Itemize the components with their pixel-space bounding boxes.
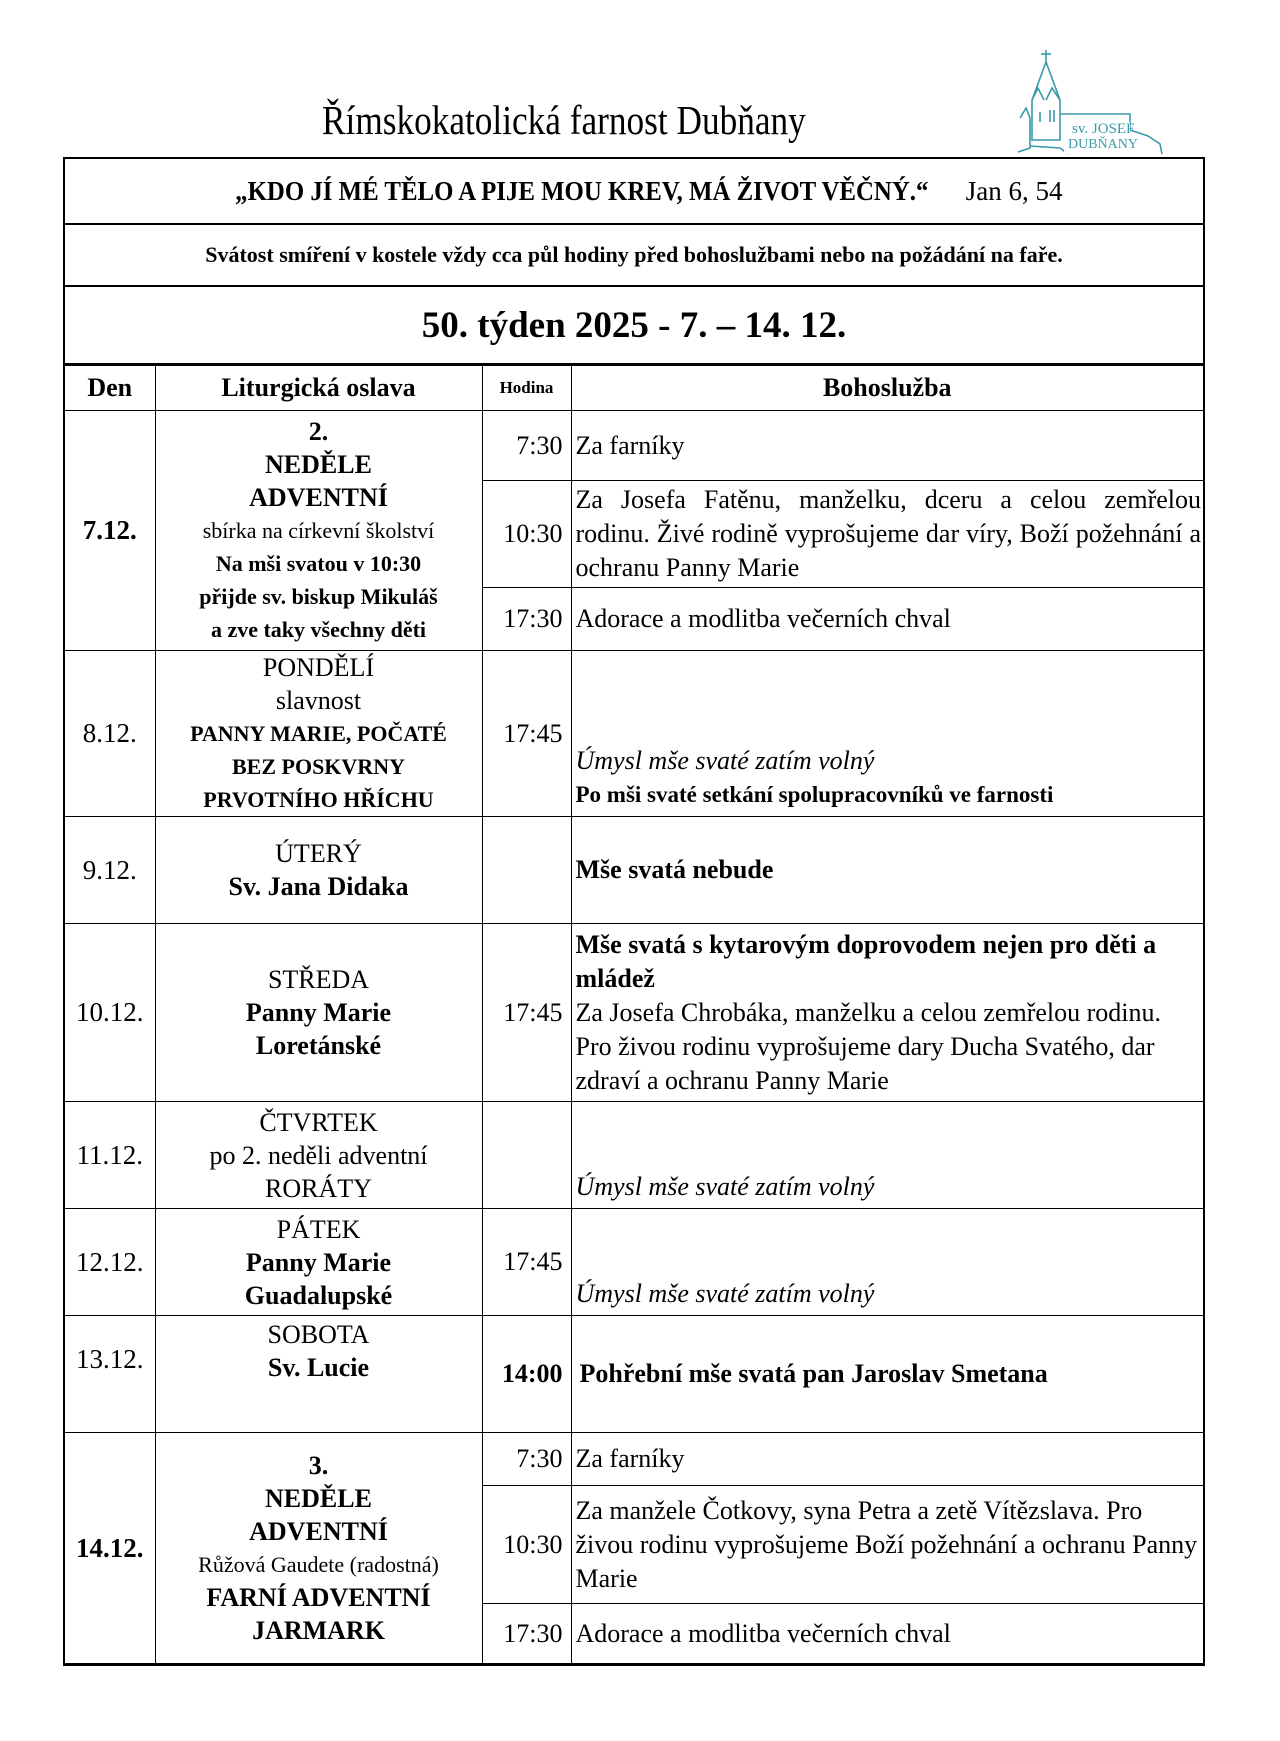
quote-reference: Jan 6, 54 <box>965 175 1063 206</box>
celebration-line: SOBOTA <box>267 1320 370 1349</box>
celebration-line: po 2. neděli adventní <box>209 1140 428 1170</box>
service-time: 17:45 <box>482 1209 571 1316</box>
service-text: Adorace a modlitba večerních chval <box>571 588 1203 651</box>
service-note: Pohřební mše svatá pan Jaroslav Smetana <box>579 1359 1048 1388</box>
header-hodina: Hodina <box>482 366 571 411</box>
service-text: Za Josefa Fatěnu, manželku, dceru a celou zemřelou rodinu. Živé rodině vyprošujeme dar víry, Boží požehnání a ochranu Panny Marie <box>571 481 1203 588</box>
confession-note: Svátost smíření v kostele vždy cca půl hodiny před bohoslužbami nebo na požádání na faře. <box>65 225 1203 287</box>
day-celebration <box>155 411 482 651</box>
schedule-table <box>65 365 1203 1664</box>
service-intention: Úmysl mše svaté zatím volný <box>575 1172 875 1201</box>
celebration-note: Růžová Gaudete (radostná) <box>198 1552 439 1577</box>
service-cell <box>571 817 1203 924</box>
service-time: 17:45 <box>482 924 571 1102</box>
quote-text: „KDO JÍ MÉ TĚLO A PIJE MOU KREV, MÁ ŽIVOT VĚČNÝ.“ <box>235 175 929 206</box>
service-note: Mše svatá s kytarovým doprovodem nejen pro děti a mládež <box>575 929 1157 993</box>
celebration-line: Sv. Lucie <box>267 1353 370 1382</box>
celebration-note: sbírka na církevní školství <box>202 518 435 543</box>
table-row <box>65 1433 1203 1486</box>
table-bottom-border <box>65 1664 1203 1666</box>
celebration-extra: a zve taky všechny děti <box>210 617 427 642</box>
service-cell <box>571 1316 1203 1433</box>
header-den: Den <box>65 366 155 411</box>
table-row <box>65 1102 1203 1209</box>
celebration-line: NEDĚLE <box>265 450 372 479</box>
service-note: Mše svatá nebude <box>575 855 774 884</box>
day-date: 9.12. <box>65 817 155 924</box>
celebration-line: ADVENTNÍ <box>249 483 388 512</box>
service-time <box>482 817 571 924</box>
week-title: 50. týden 2025 - 7. – 14. 12. <box>65 287 1203 365</box>
celebration-line: ÚTERÝ <box>275 839 362 868</box>
celebration-line: Sv. Jana Didaka <box>228 872 409 901</box>
service-time: 17:45 <box>482 651 571 817</box>
celebration-line: Guadalupské <box>244 1280 393 1310</box>
logo-line2: DUBŇANY <box>1068 137 1138 152</box>
service-time: 10:30 <box>482 481 571 588</box>
service-note: Po mši svaté setkání spolupracovníků ve farnosti <box>575 782 1054 807</box>
service-cell <box>571 651 1203 817</box>
celebration-line: 2. <box>308 417 329 446</box>
celebration-line: ČTVRTEK <box>259 1107 378 1137</box>
table-row <box>65 1209 1203 1316</box>
service-cell <box>571 1102 1203 1209</box>
day-date: 7.12. <box>65 411 155 651</box>
celebration-line: 3. <box>308 1451 329 1480</box>
table-row <box>65 924 1203 1102</box>
logo-line1: sv. JOSEF <box>1072 121 1135 137</box>
service-text: Za farníky <box>571 411 1203 481</box>
service-text: Adorace a modlitba večerních chval <box>571 1604 1203 1664</box>
celebration-line: NEDĚLE <box>265 1484 372 1513</box>
celebration-line: Panny Marie <box>245 1247 392 1277</box>
day-celebration <box>155 1316 482 1433</box>
celebration-extra: přijde sv. biskup Mikuláš <box>199 584 438 609</box>
day-celebration <box>155 924 482 1102</box>
day-date: 11.12. <box>65 1102 155 1209</box>
day-celebration <box>155 651 482 817</box>
day-celebration <box>155 1209 482 1316</box>
celebration-line: Panny Marie <box>245 998 392 1027</box>
service-time: 14:00 <box>482 1316 571 1433</box>
service-time: 10:30 <box>482 1486 571 1604</box>
quote-banner <box>65 159 1203 225</box>
service-time: 7:30 <box>482 411 571 481</box>
celebration-extra: Na mši svatou v 10:30 <box>215 551 422 576</box>
service-intention: Za Josefa Chrobáka, manželku a celou zemřelou rodinu. Pro živou rodinu vyprošujeme dary Ducha Svatého, dar zdraví a ochranu Panny Marie <box>575 997 1161 1095</box>
day-date: 12.12. <box>65 1209 155 1316</box>
service-cell <box>571 924 1203 1102</box>
day-celebration <box>155 817 482 924</box>
service-text: Za farníky <box>571 1433 1203 1486</box>
service-time: 7:30 <box>482 1433 571 1486</box>
service-intention: Úmysl mše svaté zatím volný <box>575 1279 875 1308</box>
day-date: 8.12. <box>65 651 155 817</box>
celebration-extra: JARMARK <box>252 1616 385 1645</box>
table-row <box>65 817 1203 924</box>
table-header-row <box>65 366 1203 411</box>
service-intention: Úmysl mše svaté zatím volný <box>575 746 875 775</box>
day-celebration <box>155 1102 482 1209</box>
header-liturgicka-oslava: Liturgická oslava <box>155 366 482 411</box>
day-date: 10.12. <box>65 924 155 1102</box>
celebration-line: PONDĚLÍ <box>262 653 375 682</box>
celebration-line: STŘEDA <box>267 965 370 994</box>
service-time <box>482 1102 571 1209</box>
table-row <box>65 411 1203 481</box>
schedule-sheet <box>63 157 1205 1666</box>
celebration-line: slavnost <box>275 686 362 715</box>
celebration-line: Loretánské <box>255 1031 382 1060</box>
parish-logo <box>1010 48 1185 158</box>
page-title: Římskokatolická farnost Dubňany <box>322 97 806 143</box>
celebration-extra: FARNÍ ADVENTNÍ <box>206 1583 431 1612</box>
day-date: 13.12. <box>65 1316 155 1433</box>
celebration-line: BEZ POSKVRNY <box>232 754 405 779</box>
service-text: Za manžele Čotkovy, syna Petra a zetě Vítězslava. Pro živou rodinu vyprošujeme Boží požehnání a ochranu Panny Marie <box>571 1486 1203 1604</box>
service-cell <box>571 1209 1203 1316</box>
service-time: 17:30 <box>482 1604 571 1664</box>
day-date: 14.12. <box>65 1433 155 1664</box>
celebration-line: ADVENTNÍ <box>249 1517 388 1546</box>
celebration-line: RORÁTY <box>265 1173 372 1203</box>
celebration-line: PRVOTNÍHO HŘÍCHU <box>203 787 434 812</box>
table-row <box>65 651 1203 817</box>
day-celebration <box>155 1433 482 1664</box>
celebration-line: PÁTEK <box>276 1214 361 1244</box>
service-time: 17:30 <box>482 588 571 651</box>
header-bohosluzba: Bohoslužba <box>571 366 1203 411</box>
table-row <box>65 1316 1203 1433</box>
celebration-line: PANNY MARIE, POČATÉ <box>190 721 447 746</box>
